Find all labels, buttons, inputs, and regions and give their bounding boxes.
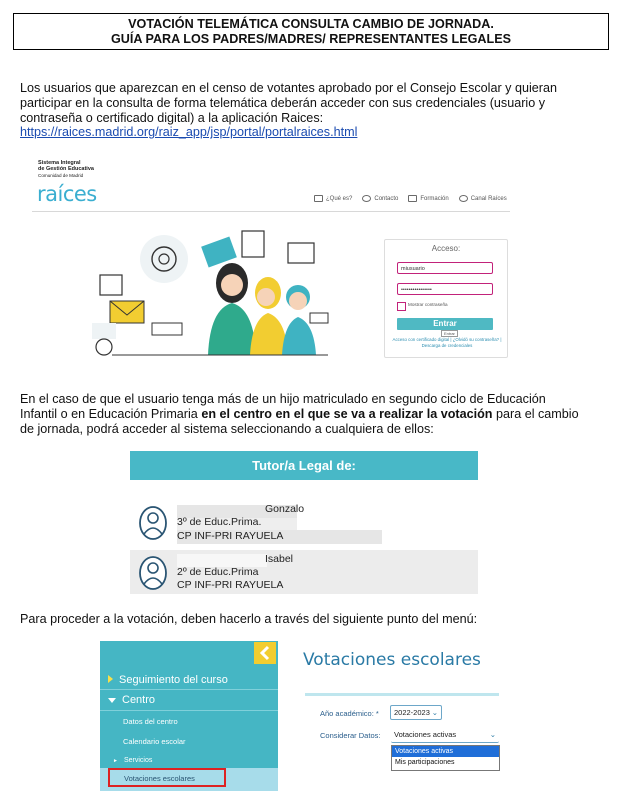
- title-line-1: VOTACIÓN TELEMÁTICA CONSULTA CAMBIO DE JORNADA.: [128, 17, 494, 31]
- menu-label: Servicios: [123, 757, 153, 764]
- menu-divider: [100, 710, 278, 711]
- second-line-2-c: para el cambio: [492, 406, 579, 421]
- child-school: CP INF-PRI RAYUELA: [177, 530, 284, 542]
- person-icon: [138, 556, 168, 590]
- password-input[interactable]: ••••••••••••••••: [397, 283, 493, 295]
- chevron-down-icon: ⌄: [431, 708, 438, 717]
- second-line-2-a: Infantil o en Educación Primaria: [20, 406, 202, 421]
- show-password-checkbox[interactable]: [397, 302, 406, 311]
- consider-value: Votaciones activas: [394, 730, 457, 739]
- menu-item-centro[interactable]: [108, 694, 155, 706]
- menu-label: Seguimiento del curso: [119, 674, 228, 686]
- tutor-child-row[interactable]: [130, 550, 478, 594]
- chevron-down-icon: ⌄: [489, 730, 496, 739]
- portal-nav: [314, 195, 507, 202]
- arrow-right-icon: [108, 675, 113, 683]
- collapse-menu-button[interactable]: [254, 642, 276, 664]
- title-underline: [305, 693, 499, 696]
- header-divider: [32, 211, 510, 212]
- nav-label: ¿Qué es?: [326, 195, 353, 202]
- tutor-heading: Tutor/a Legal de:: [130, 451, 478, 480]
- document-title: [13, 13, 609, 50]
- intro-line-3: contraseña o certificado digital) a la aplicación Raices:: [20, 110, 324, 125]
- username-input[interactable]: miusuario: [397, 262, 493, 274]
- contact-icon: [362, 195, 371, 202]
- chevron-left-icon: [254, 642, 276, 664]
- nav-formacion[interactable]: [408, 195, 448, 202]
- title-line-2: GUÍA PARA LOS PADRES/MADRES/ REPRESENTANTES LEGALES: [110, 32, 511, 46]
- child-course: 3º de Educ.Prima.: [177, 516, 262, 528]
- login-footer-links[interactable]: Acceso con certificado digital | ¿Olvidó su contraseña? | Descarga de credenciales: [392, 337, 502, 348]
- login-title: Acceso:: [431, 244, 461, 253]
- person-icon: [138, 506, 168, 540]
- raices-portal-screenshot: [32, 155, 510, 360]
- intro-paragraph: [20, 81, 590, 140]
- brand-line-3: Comunidad de Madrid: [38, 172, 84, 178]
- enter-button[interactable]: Entrar: [397, 318, 493, 330]
- raices-brand-text: [38, 160, 94, 179]
- year-value: 2022-2023: [394, 708, 430, 717]
- bullet-icon: ►: [113, 758, 118, 764]
- raices-link[interactable]: https://raices.madrid.org/raiz_app/jsp/portal/portalraices.html: [20, 125, 358, 140]
- nav-label: Contacto: [374, 195, 399, 202]
- child-school: CP INF-PRI RAYUELA: [177, 579, 284, 591]
- menu-label: Centro: [122, 694, 156, 706]
- option-mis-participaciones[interactable]: Mis participaciones: [395, 759, 455, 766]
- nav-canal-raices[interactable]: [459, 195, 507, 202]
- year-select[interactable]: [390, 705, 442, 720]
- child-name: Isabel: [265, 553, 294, 565]
- consider-select[interactable]: [391, 728, 499, 743]
- third-paragraph: Para proceder a la votación, deben hacerlo a través del siguiente punto del menú:: [20, 612, 478, 626]
- menu-item-votaciones[interactable]: Votaciones escolares: [124, 774, 195, 783]
- second-line-3: de jornada, podrá acceder al sistema seleccionando a cualquiera de ellos:: [20, 421, 434, 436]
- arrow-down-icon: [108, 698, 116, 703]
- option-votaciones-activas[interactable]: Votaciones activas: [392, 746, 499, 757]
- votaciones-title: Votaciones escolares: [303, 650, 481, 670]
- menu-item-servicios[interactable]: [113, 757, 152, 764]
- second-line-2-bold: en el centro en el que se va a realizar la votación: [201, 406, 493, 421]
- year-label: Año académico: *: [320, 709, 379, 718]
- second-line-2: [20, 407, 590, 422]
- nav-label: Formación: [420, 195, 449, 202]
- login-panel: [384, 239, 508, 358]
- brand-line-1: Sistema Integral: [38, 160, 81, 166]
- menu-item-seguimiento[interactable]: [108, 674, 228, 686]
- tutor-child-row[interactable]: [130, 500, 478, 544]
- menu-item-calendario[interactable]: Calendario escolar: [123, 737, 186, 746]
- nav-contacto[interactable]: [362, 195, 398, 202]
- raices-logo: raíces: [37, 182, 97, 206]
- consider-label: Considerar Datos:: [320, 731, 381, 740]
- megaphone-icon: [314, 195, 323, 202]
- nav-label: Canal Raíces: [470, 195, 507, 202]
- show-password-label: Mostrar contraseña: [408, 302, 448, 307]
- channel-icon: [459, 195, 468, 202]
- enter-tooltip: Entrar: [441, 330, 458, 337]
- child-name: Gonzalo: [265, 503, 305, 515]
- child-course: 2º de Educ.Prima: [177, 566, 259, 578]
- brand-line-2: de Gestión Educativa: [38, 166, 94, 173]
- highlight-box: [108, 768, 226, 787]
- book-icon: [408, 195, 417, 202]
- intro-line-1: Los usuarios que aparezcan en el censo de votantes aprobado por el Consejo Escolar y quieran: [20, 81, 557, 95]
- second-paragraph: [20, 392, 590, 436]
- menu-divider: [100, 689, 278, 690]
- people-illustration: [92, 227, 332, 359]
- intro-line-2: participar en la consulta de forma telemática deberán acceder con sus credenciales (usuario y: [20, 95, 546, 110]
- consider-dropdown: [391, 745, 500, 771]
- menu-item-datos[interactable]: Datos del centro: [123, 717, 178, 726]
- nav-que-es[interactable]: [314, 195, 352, 202]
- second-line-1: En el caso de que el usuario tenga más de un hijo matriculado en segundo ciclo de Educación: [20, 392, 546, 406]
